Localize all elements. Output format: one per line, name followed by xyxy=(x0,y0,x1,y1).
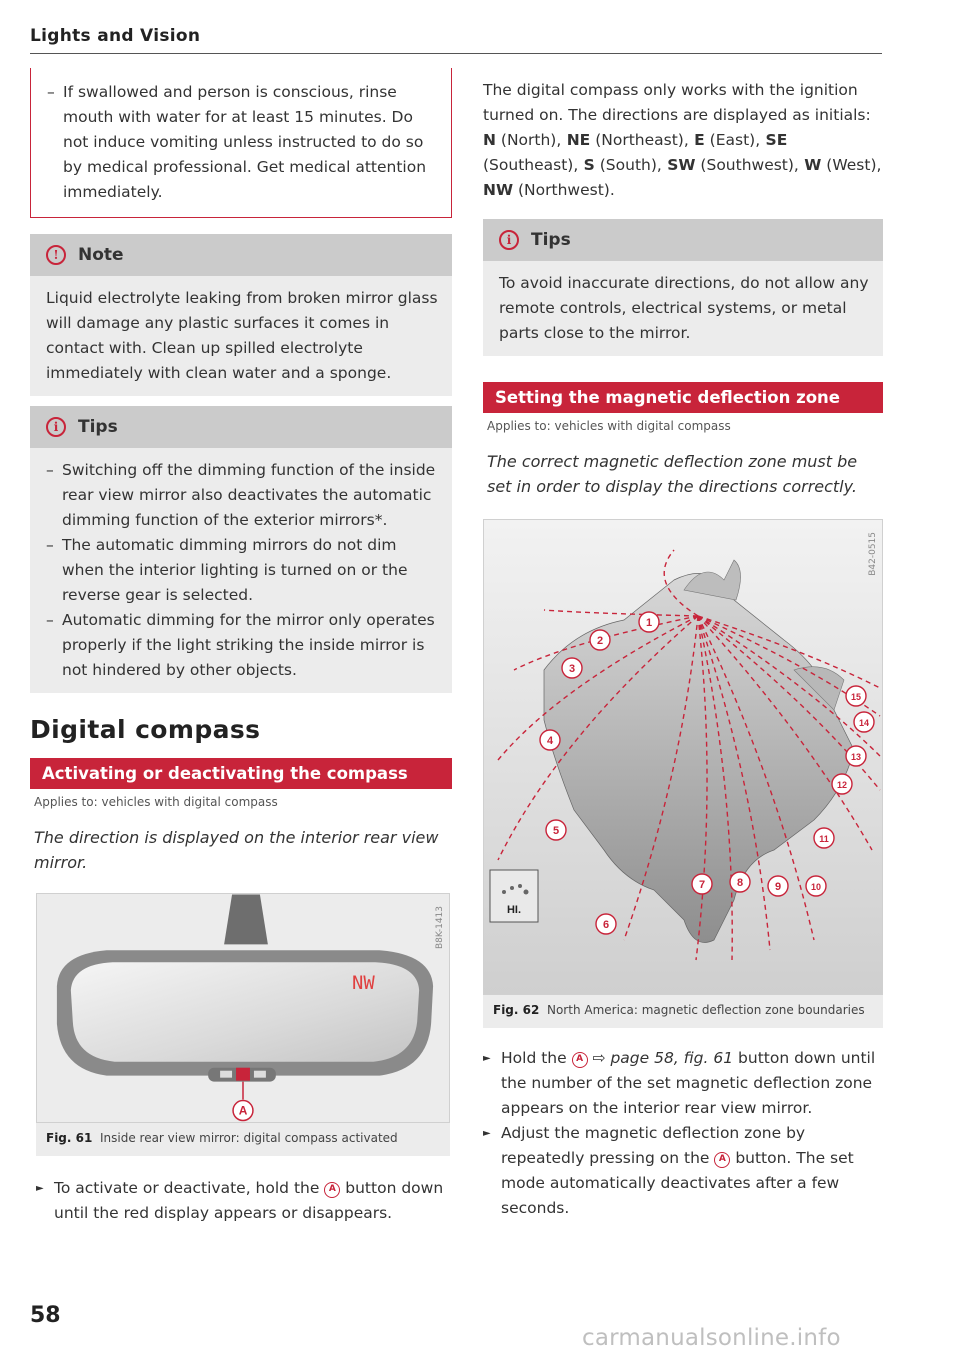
tips2-header xyxy=(483,219,883,261)
compass-display-nw: NW xyxy=(352,972,375,995)
info-icon: i xyxy=(499,230,519,250)
zone-number: 2 xyxy=(596,635,604,647)
applies-to: Applies to: vehicles with digital compass xyxy=(34,795,278,809)
step1-pre: Hold the xyxy=(501,1049,567,1067)
activate-step xyxy=(36,1176,452,1226)
direction-abbr: SW xyxy=(661,156,696,174)
direction-abbr: NW xyxy=(483,181,514,199)
activating-heading: Activating or deactivating the compass xyxy=(30,758,452,789)
button-a-icon: A xyxy=(572,1052,588,1068)
tips-body xyxy=(30,448,452,693)
direction-list xyxy=(483,131,881,199)
left-column xyxy=(30,68,452,1226)
zone-number: 8 xyxy=(736,877,744,889)
tips-item: – The automatic dimming mirrors do not dim when the interior lighting is turned on or the reverse gear is selected. xyxy=(46,533,438,608)
zone-number: 3 xyxy=(568,663,576,675)
applies-to: Applies to: vehicles with digital compass xyxy=(487,419,731,433)
setting-step-2 xyxy=(483,1121,883,1221)
zone-number: 5 xyxy=(552,825,560,837)
section-title: Digital compass xyxy=(30,715,261,744)
fig61-caption-text: Inside rear view mirror: digital compass activated xyxy=(99,1131,398,1145)
zone-number: 10 xyxy=(810,882,822,892)
direction-abbr: W xyxy=(798,156,822,174)
tips-item: – Automatic dimming for the mirror only operates properly if the light striking the inside mirror is not hindered by other objects. xyxy=(46,608,438,683)
activate-step-pre: To activate or deactivate, hold the xyxy=(54,1179,320,1197)
fig62-caption xyxy=(483,995,883,1028)
note-text: Liquid electrolyte leaking from broken mirror glass will damage any plastic surfaces it comes in contact with. Clean up spilled electrolyte immediately with clean water and a sponge. xyxy=(46,289,438,382)
note-header xyxy=(30,234,452,276)
zone-number: 7 xyxy=(698,879,706,891)
zone-number: 11 xyxy=(819,834,829,844)
tips-item: – Switching off the dimming function of the inside rear view mirror also deactivates the automatic dimming function of the exterior mirrors*. xyxy=(46,458,438,533)
direction-abbr: SE xyxy=(760,131,788,149)
page-reference-link[interactable]: ⇨ page 58, fig. 61 xyxy=(592,1049,734,1067)
direction-name: (Southeast), xyxy=(483,156,579,174)
direction-abbr: NE xyxy=(561,131,591,149)
deflection-zone-map xyxy=(484,520,882,994)
rear-view-mirror-illustration xyxy=(37,894,449,1124)
page-header xyxy=(30,26,882,54)
activating-lead: The direction is displayed on the interior rear view mirror. xyxy=(34,828,439,872)
hawaii-label: HI. xyxy=(506,904,522,916)
setting-lead: The correct magnetic deflection zone must be set in order to display the directions correctly. xyxy=(487,452,858,496)
direction-abbr: N xyxy=(483,131,496,149)
activate-step-post: button down until the red display appears or disappears. xyxy=(54,1179,444,1222)
note-title: Note xyxy=(78,245,124,265)
zone-number: 12 xyxy=(836,780,848,790)
warning-box xyxy=(30,68,452,218)
fig62-caption-text: North America: magnetic deflection zone boundaries xyxy=(546,1003,865,1017)
direction-abbr: S xyxy=(578,156,595,174)
direction-abbr: E xyxy=(688,131,705,149)
direction-name: (South), xyxy=(594,156,662,174)
step2-post: button. The set mode automatically deactivates after a few seconds. xyxy=(501,1149,854,1217)
tips2-body xyxy=(483,261,883,356)
header-title: Lights and Vision xyxy=(30,26,201,46)
direction-name: (Northeast), xyxy=(590,131,689,149)
setting-step-1 xyxy=(483,1046,883,1121)
zone-number: 4 xyxy=(546,735,554,747)
exclamation-icon: ! xyxy=(46,245,66,265)
fig62-image xyxy=(483,519,883,995)
zone-number: 9 xyxy=(774,881,782,893)
tips2-text: To avoid inaccurate directions, do not allow any remote controls, electrical systems, or metal parts close to the mirror. xyxy=(499,274,869,342)
direction-name: (West), xyxy=(821,156,882,174)
zone-number: 1 xyxy=(645,617,653,629)
zone-number: 6 xyxy=(602,919,610,931)
fig61-caption xyxy=(36,1123,450,1156)
button-a-marker: A xyxy=(238,1103,248,1118)
step1-post: button down until the number of the set magnetic deflection zone appears on the interior rear view mirror. xyxy=(501,1049,876,1117)
note-body xyxy=(30,276,452,396)
tips2-title: Tips xyxy=(531,230,571,250)
info-icon: i xyxy=(46,417,66,437)
fig61-caption-number: Fig. 61 xyxy=(46,1131,93,1145)
warning-item: – If swallowed and person is conscious, rinse mouth with water for at least 15 minutes. Do not induce vomiting unless instructed to do so by medical professional. Get medical attention immediately. xyxy=(47,80,437,205)
direction-name: (Northwest). xyxy=(513,181,615,199)
direction-name: (Southwest), xyxy=(695,156,799,174)
compass-paragraph-text: The digital compass only works with the ignition turned on. The directions are displayed as initials: xyxy=(483,81,871,124)
direction-name: (North), xyxy=(495,131,562,149)
zone-number: 15 xyxy=(850,692,862,702)
zone-number: 14 xyxy=(858,718,870,728)
tips-title: Tips xyxy=(78,417,118,437)
button-a-icon: A xyxy=(714,1152,730,1168)
tips-header xyxy=(30,406,452,448)
step2-pre: Adjust the magnetic deflection zone by repeatedly pressing on the xyxy=(501,1124,806,1167)
setting-heading: Setting the magnetic deflection zone xyxy=(483,382,883,413)
page-number: 58 xyxy=(30,1303,61,1328)
watermark: carmanualsonline.info xyxy=(582,1325,841,1351)
fig61-code: B8K-1413 xyxy=(435,906,445,950)
fig62-caption-number: Fig. 62 xyxy=(493,1003,540,1017)
fig62-code: B42-0515 xyxy=(868,532,878,576)
direction-name: (East), xyxy=(704,131,761,149)
right-column xyxy=(483,68,883,1221)
button-a-icon: A xyxy=(324,1182,340,1198)
compass-paragraph xyxy=(483,78,883,203)
fig61-image xyxy=(36,893,450,1123)
zone-number: 13 xyxy=(850,752,862,762)
